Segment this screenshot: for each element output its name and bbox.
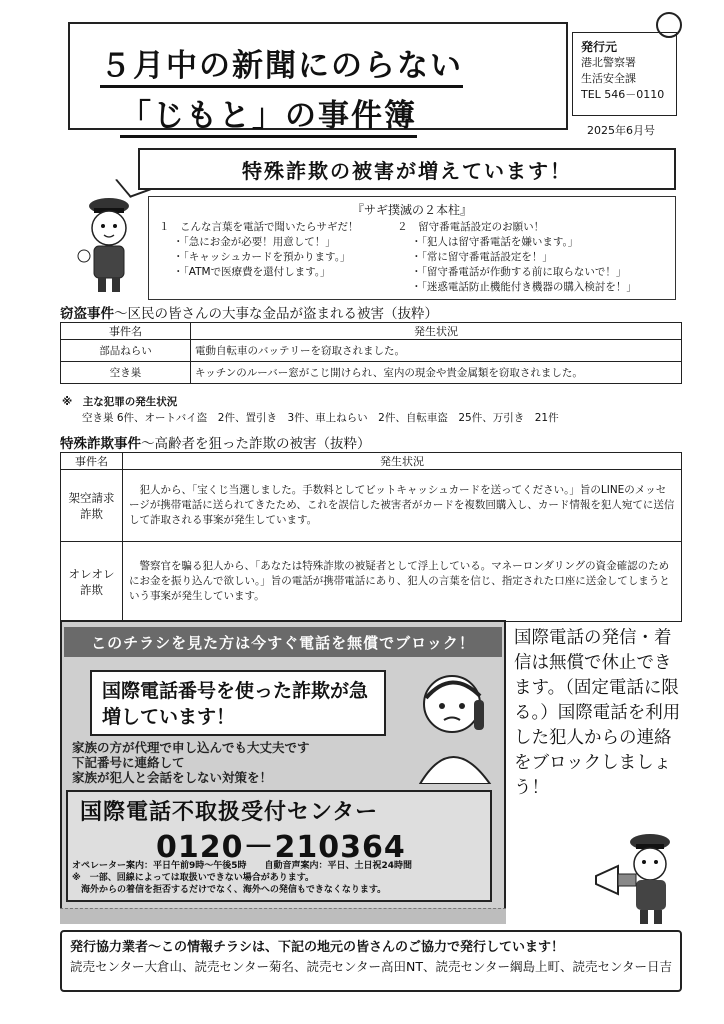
footer-heading: 発行協力業者～この情報チラシは、下記の地元の皆さんのご協力で発行しています！ [70, 940, 565, 955]
sponsor-footer [60, 930, 682, 992]
footer-sponsors: 読売センター大倉山、読売センター菊名、読売センター高田NT、読売センター綱島上町、読売センター日吉 [70, 959, 672, 974]
contact-note: 海外からの着信を拒否するだけでなく、海外への発信もできなくなります。 [72, 885, 387, 895]
ad-family-text [72, 740, 310, 785]
theft-section-heading [60, 302, 500, 323]
fraud-table [60, 452, 682, 622]
theft-heading-rest: ～区民の皆さんの大事な金品が盗まれる被害（抜粋） [114, 306, 438, 322]
publisher-name: 港北警察署 [581, 56, 636, 69]
tips-col2-item: ・「犯人は留守番電話を嫌います。」 [411, 236, 579, 248]
contact-center-notes [72, 860, 412, 896]
table-cell-name: 架空請求詐欺 [61, 470, 123, 542]
page-title-line1: ５月中の新聞にのらない [100, 40, 463, 88]
contact-center-name: 国際電話不取扱受付センター [80, 800, 379, 825]
ad-banner: このチラシを見た方は今すぐ電話を無償でブロック！ [64, 627, 502, 657]
worried-person-on-phone-icon [406, 660, 502, 784]
issue-date: 2025年6月号 [587, 124, 655, 137]
table-cell-name: オレオレ詐欺 [61, 542, 123, 622]
table-header-row [61, 453, 682, 470]
contact-note: ※ 一部、回線によっては取扱いできない場合があります。 [72, 873, 315, 883]
contact-center-phone: 0120－210364 [156, 830, 406, 865]
tips-col2-item: ・「留守番電話が作動する前に取らないで！」 [411, 266, 627, 278]
tips-col2-heading: ２ 留守番電話設定のお願い！ [397, 221, 545, 233]
fraud-heading-bold: 特殊詐欺事件 [60, 436, 141, 452]
ad-text-line: 家族が犯人と会話をしない対策を！ [72, 770, 273, 785]
publisher-label: 発行元 [581, 40, 618, 54]
fraud-section-heading [60, 432, 420, 453]
table-cell-name: 空き巣 [61, 362, 191, 384]
table-row [61, 340, 682, 362]
tips-col2-item: ・「迷惑電話防止機能付き機器の購入検討を！」 [411, 281, 637, 293]
tips-col1-item: ・「急にお金が必要！用意して！」 [173, 236, 336, 248]
contact-note: オペレーター案内：平日午前9時～午後5時 自動音声案内：平日、土日祝24時間 [72, 861, 413, 871]
column-header: 発生状況 [123, 453, 682, 470]
publisher-box [572, 32, 677, 116]
page-title-line2: 「じもと」の事件簿 [120, 90, 417, 138]
crime-stats-heading: ※ 主な犯罪の発生状況 [62, 396, 178, 408]
police-mascot-icon [74, 194, 144, 296]
crime-stats-body: 空き巣 6件、オートバイ盗 2件、置引き 3件、車上ねらい 2件、自転車盗 25件、万引き 21件 [82, 412, 559, 424]
table-cell-status: 警察官を騙る犯人から、「あなたは特殊詐欺の被疑者として浮上している。マネーロンダリングの資金確認のためにお金を振り込んで欲しい。」旨の電話が携帯電話にあり、犯人の言葉を信じ、指定された口座に送金してしまうという事案が発生しています。 [123, 542, 682, 622]
table-row [61, 362, 682, 384]
column-header: 事件名 [61, 323, 191, 340]
theft-heading-bold: 窃盗事件 [60, 306, 114, 322]
headline-bubble [138, 148, 676, 190]
ad-warning-box: 国際電話番号を使った詐欺が急増しています！ [90, 670, 386, 736]
side-explanation: 国際電話の発信・着信は無償で休止できます。（固定電話に限る。）国際電話を利用した犯人からの連絡をブロックしましょう！ [514, 628, 681, 798]
publisher-dept: 生活安全課 [581, 72, 636, 85]
table-row [61, 470, 682, 542]
publisher-tel: TEL 546－0110 [581, 88, 665, 101]
theft-table [60, 322, 682, 384]
tips-box [148, 196, 676, 300]
column-header: 発生状況 [191, 323, 682, 340]
tips-col1-heading: １ こんな言葉を電話で聞いたらサギだ！ [159, 221, 359, 233]
table-cell-status: 犯人から、「宝くじ当選しました。手数料としてビットキャッシュカードを送ってください。」旨のLINEのメッセージが携帯電話に送られてきたため、これを誤信した被害者がカードを複数回購入し、カード情報を犯人宛てに送信して詐取される事案が発生しています。 [123, 470, 682, 542]
ad-bottom-strip [60, 908, 506, 924]
fraud-heading-rest: ～高齢者を狙った詐欺の被害（抜粋） [141, 436, 371, 452]
tips-title: 『サギ撲滅の２本柱』 [351, 203, 472, 217]
table-row [61, 542, 682, 622]
table-header-row [61, 323, 682, 340]
table-cell-name: 部品ねらい [61, 340, 191, 362]
table-cell-status: キッチンのルーバー窓がこじ開けられ、室内の現金や貴金属類を窃取されました。 [191, 362, 682, 384]
table-cell-status: 電動自転車のバッテリーを窃取されました。 [191, 340, 682, 362]
tips-col1-item: ・「キャッシュカードを預かります。」 [173, 251, 351, 263]
ad-text-line: 下記番号に連絡して [72, 755, 185, 770]
tips-col2-item: ・「常に留守番電話設定を！」 [411, 251, 553, 263]
megaphone-officer-icon [588, 826, 684, 926]
column-header: 事件名 [61, 453, 123, 470]
headline-text: 特殊詐欺の被害が増えています！ [242, 158, 572, 183]
tips-col1-item: ・「ATMで医療費を還付します。」 [173, 266, 331, 278]
ad-text-line: 家族の方が代理で申し込んでも大丈夫です [72, 740, 310, 755]
